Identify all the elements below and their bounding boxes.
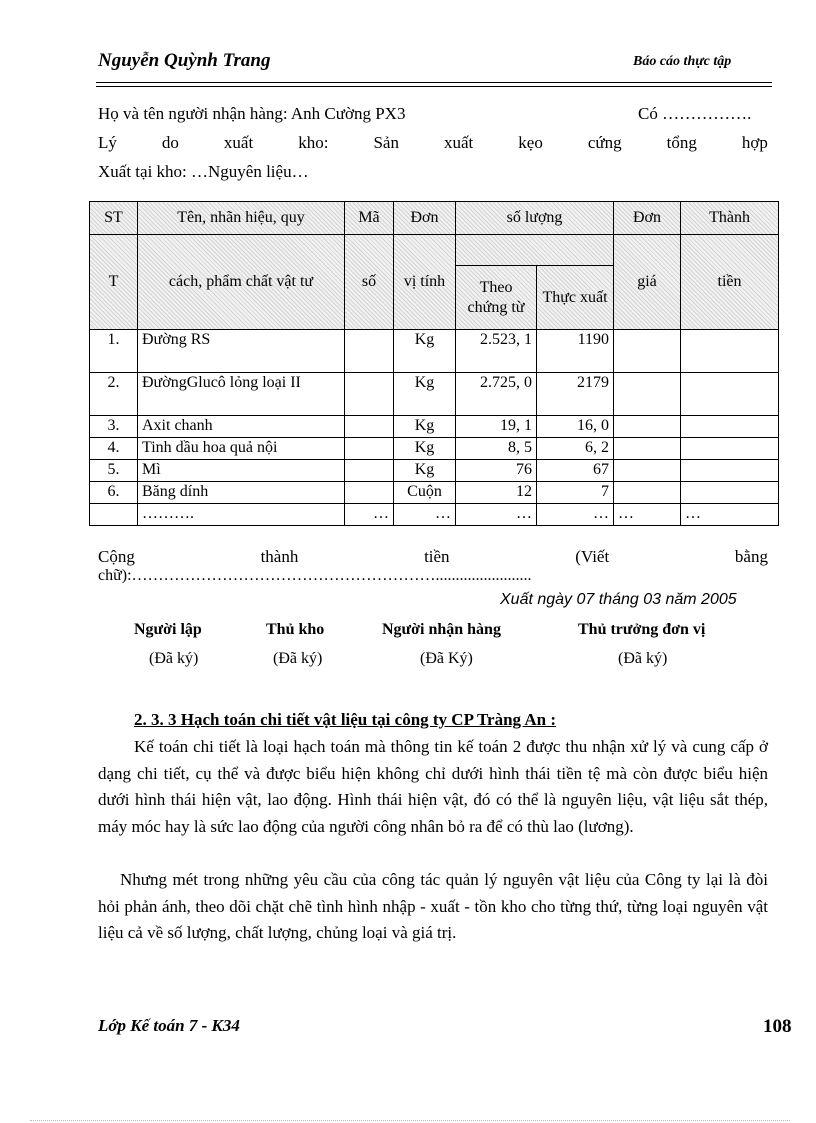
- header-qty-actual: Thực xuất: [537, 266, 614, 330]
- signature-status: (Đã Ký): [420, 650, 473, 667]
- reason-word: Sản: [373, 133, 399, 152]
- cell-code: [345, 438, 394, 460]
- cell-stt: [90, 504, 138, 526]
- cell-doc-qty: 2.523, 1: [456, 330, 537, 373]
- reason-word: Lý: [98, 133, 117, 152]
- cell-name: Băng dính: [138, 482, 345, 504]
- report-title: Báo cáo thực tập: [633, 54, 732, 69]
- reason-line: [98, 133, 768, 153]
- header-rule: [96, 82, 772, 83]
- reason-word: kho:: [298, 133, 329, 152]
- header-qty-doc: Theo chứng từ: [456, 266, 537, 330]
- issue-slip-table: [89, 201, 779, 526]
- cell-stt: 2.: [90, 373, 138, 416]
- cell-code: [345, 373, 394, 416]
- page-number: 108: [763, 1016, 792, 1037]
- cell-name: Axit chanh: [138, 416, 345, 438]
- cell-amount: …: [681, 504, 779, 526]
- signer-title: Thủ trưởng đơn vị: [578, 621, 706, 638]
- total-word: bằng: [734, 547, 768, 566]
- cell-actual-qty: 67: [537, 460, 614, 482]
- total-word: Cộng: [98, 547, 135, 566]
- table-row: [90, 330, 779, 373]
- cell-unit: Kg: [394, 438, 456, 460]
- header-price-bottom: giá: [614, 235, 681, 330]
- cell-unit: Cuộn: [394, 482, 456, 504]
- table-row: [90, 438, 779, 460]
- total-word: thành: [260, 547, 299, 566]
- total-word: (Viết: [575, 547, 610, 566]
- cell-name: Đường RS: [138, 330, 345, 373]
- reason-word: do: [161, 133, 179, 152]
- author-name: Nguyễn Quỳnh Trang: [98, 50, 271, 71]
- signer-title: Người nhận hàng: [382, 621, 501, 638]
- header-name-top: Tên, nhãn hiệu, quy: [138, 202, 345, 235]
- reason-word: xuất: [223, 133, 254, 152]
- cell-amount: [681, 460, 779, 482]
- cell-doc-qty: 19, 1: [456, 416, 537, 438]
- paragraph: Nhưng mét trong những yêu cầu của công tác quản lý nguyên vật liệu của Công ty lại là đòi hỏi phản ánh, theo dõi chặt chẽ tình hình nhập - xuất - tồn kho cho từng thứ, từng loại nguyên vật liệu cả về số lượng, chất lượng, chủng loại và giá trị.: [98, 870, 768, 942]
- signer-title: Thủ kho: [266, 621, 325, 638]
- cell-unit: Kg: [394, 373, 456, 416]
- cell-actual-qty: 1190: [537, 330, 614, 373]
- cell-code: [345, 460, 394, 482]
- header-name-bottom: cách, phẩm chất vật tư: [138, 235, 345, 330]
- cell-amount: [681, 373, 779, 416]
- cell-price: [614, 438, 681, 460]
- cell-price: [614, 373, 681, 416]
- cell-name: Mì: [138, 460, 345, 482]
- reason-word: cứng: [587, 133, 622, 152]
- section-heading: 2. 3. 3 Hạch toán chi tiết vật liệu tại công ty CP Tràng An :: [134, 710, 557, 729]
- credit-line: Có …………….: [638, 104, 752, 123]
- issue-date: Xuất ngày 07 tháng 03 năm 2005: [500, 591, 737, 608]
- paragraph: Kế toán chi tiết là loại hạch toán mà thông tin kế toán 2 được thu nhận xử lý và cung cấp ở dạng chi tiết, cụ thể và được biểu hiện không chỉ dưới hình thái tiền tệ mà còn được biểu hiện dưới hình thái hiện vật, lao động. Hình thái hiện vật, đó có thể là nguyên liệu, vật liệu sắt thép, máy móc hay là sức lao động của người công nhân bỏ ra để có thù lao (lương).: [98, 737, 768, 836]
- header-unit-top: Đơn: [394, 202, 456, 235]
- reason-word: kẹo: [518, 133, 543, 152]
- cell-stt: 3.: [90, 416, 138, 438]
- table-row: [90, 460, 779, 482]
- cell-doc-qty: 2.725, 0: [456, 373, 537, 416]
- cell-name: ……….: [138, 504, 345, 526]
- cell-code: …: [345, 504, 394, 526]
- cell-price: …: [614, 504, 681, 526]
- signature-status: (Đã ký): [618, 650, 668, 667]
- cell-price: [614, 460, 681, 482]
- cell-actual-qty: 6, 2: [537, 438, 614, 460]
- header-amount-top: Thành: [681, 202, 779, 235]
- cell-price: [614, 482, 681, 504]
- header-code-bottom: số: [345, 235, 394, 330]
- header-price-top: Đơn: [614, 202, 681, 235]
- cell-stt: 4.: [90, 438, 138, 460]
- cell-doc-qty: 12: [456, 482, 537, 504]
- cell-price: [614, 330, 681, 373]
- signature-status: (Đã ký): [149, 650, 199, 667]
- cell-amount: [681, 330, 779, 373]
- header-unit-bottom: vị tính: [394, 235, 456, 330]
- cell-code: [345, 416, 394, 438]
- header-stt-bottom: T: [90, 235, 138, 330]
- cell-price: [614, 416, 681, 438]
- cell-actual-qty: …: [537, 504, 614, 526]
- header-quantity: số lượng: [456, 202, 614, 235]
- cell-unit: …: [394, 504, 456, 526]
- warehouse-line: Xuất tại kho: …Nguyên liệu…: [98, 162, 309, 181]
- table-row: [90, 482, 779, 504]
- table-row: [90, 504, 779, 526]
- cell-name: Tinh dầu hoa quả nội: [138, 438, 345, 460]
- table-row: [90, 416, 779, 438]
- cell-unit: Kg: [394, 330, 456, 373]
- cell-actual-qty: 2179: [537, 373, 614, 416]
- class-label: Lớp Kế toán 7 - K34: [98, 1016, 240, 1035]
- reason-word: hợp: [741, 133, 768, 152]
- cell-amount: [681, 438, 779, 460]
- cell-code: [345, 482, 394, 504]
- cell-amount: [681, 482, 779, 504]
- cell-stt: 6.: [90, 482, 138, 504]
- receiver-line: Họ và tên người nhận hàng: Anh Cường PX3: [98, 104, 406, 123]
- header-rule-2: [96, 86, 772, 87]
- header-stt-top: ST: [90, 202, 138, 235]
- cell-code: [345, 330, 394, 373]
- total-words-line: [98, 547, 768, 567]
- cell-stt: 1.: [90, 330, 138, 373]
- cell-doc-qty: 76: [456, 460, 537, 482]
- signature-status: (Đã ký): [273, 650, 323, 667]
- total-words-blank: chữ):…………………………………………………........................: [98, 567, 532, 584]
- cell-unit: Kg: [394, 460, 456, 482]
- reason-word: xuất: [443, 133, 474, 152]
- cell-name: ĐườngGlucô lỏng loại II: [138, 373, 345, 416]
- cell-doc-qty: 8, 5: [456, 438, 537, 460]
- cell-actual-qty: 7: [537, 482, 614, 504]
- header-quantity-gap: [456, 235, 614, 266]
- header-amount-bottom: tiền: [681, 235, 779, 330]
- header-code-top: Mã: [345, 202, 394, 235]
- cell-stt: 5.: [90, 460, 138, 482]
- reason-word: tổng: [666, 133, 697, 152]
- total-word: tiền: [424, 547, 450, 566]
- table-row: [90, 373, 779, 416]
- cell-amount: [681, 416, 779, 438]
- signer-title: Người lập: [134, 621, 202, 638]
- cell-doc-qty: …: [456, 504, 537, 526]
- bottom-divider: [30, 1120, 790, 1121]
- cell-unit: Kg: [394, 416, 456, 438]
- cell-actual-qty: 16, 0: [537, 416, 614, 438]
